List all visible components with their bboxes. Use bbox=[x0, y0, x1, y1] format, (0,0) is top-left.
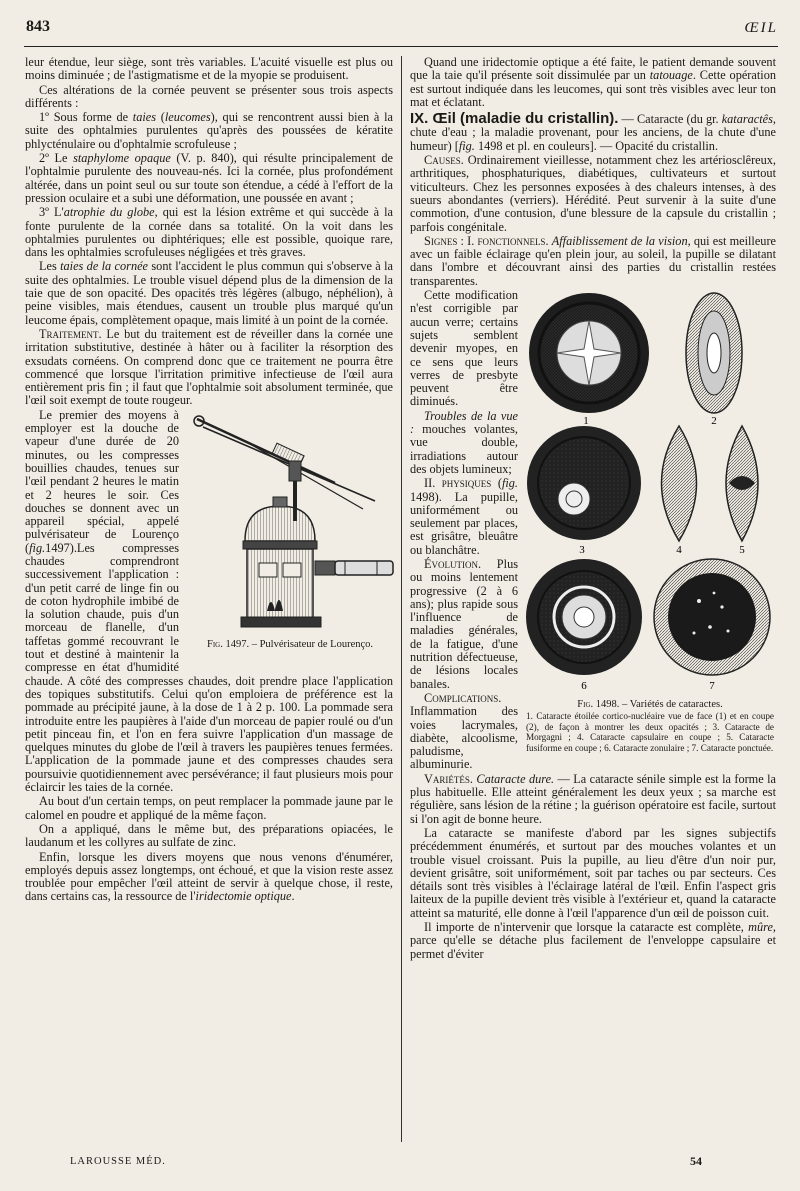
section-head: Causes. bbox=[424, 153, 464, 168]
figure-ref: fig. bbox=[501, 476, 518, 491]
term: Troubles de la vue : bbox=[410, 408, 518, 437]
text: , qui est la lésion extrême et qui succède à la fonte purulente de la cornée dans sa totalité. On la voit dans les ophtalmies purulentes ou diphtériques; elle est possible, quoique rare, dans les ophtalmies scrofuleuses négligées et très graves. bbox=[25, 205, 393, 260]
section-head: II. physiques bbox=[424, 476, 492, 491]
figure-number-5: 5 bbox=[739, 544, 745, 557]
figure-legend: 1. Cataracte étoilée cortico-nucléaire vue de face (1) et en coupe (2), de façon à montrer les deux opacités ; 3. Cataracte de Morgagni ; 4. Cataracte capsulaire en coupe ; 5. Cataracte fusiforme en coupe ; 6. Cataracte zonulaire ; 7. Cataracte ponctuée. bbox=[526, 711, 774, 753]
paragraph bbox=[25, 851, 393, 904]
paragraph: La cataracte se manifeste d'abord par les signes subjectifs précédemment énumérés, et surtout par des mouches volantes et un trouble visuel croissant. Puis la pupille, au lieu d'être d'un noir pur, devient grisâtre, soit uniformément, soit par taches ou par secteurs. Ces détails sont très visibles à l'éclairage latéral de l'œil. Enfin l'aspect gris laiteux de la pupille devient très visible à l'extérieur et, quand la cataracte atteint sa maturité, elle donne à l'œil l'apparence d'un œil de poisson cuit. bbox=[410, 825, 776, 920]
text: Il importe de n'intervenir que lorsque la cataracte est complète, bbox=[424, 920, 749, 934]
text: Inflammation des voies lacrymales, diabète, alcoolisme, paludisme, albuminurie. bbox=[410, 704, 518, 772]
text: . Cette opération est surtout indiquée dans les leucomes, qui sont très visibles avec leur ton mat et éclatant. bbox=[410, 68, 776, 109]
text: ( bbox=[491, 476, 502, 491]
paragraph: Ces altérations de la cornée peuvent se présenter sous trois aspects différents : bbox=[25, 82, 393, 110]
figure-label: Fig. 1498. bbox=[577, 699, 620, 711]
text: sont l'accident le plus commun qui s'observe à la suite des ophtalmies. Le trouble visuel dépend plus de la dimension de la taie que de son opacité. Des opacités très légères (albugo, néphélion), à peine visibles, mais étendues, causent un trouble plus marqué qu'un leucome épais, complètement opaque, mais limité à un point de la cornée. bbox=[25, 259, 393, 327]
text: — La cataracte sénile simple est la forme la plus habituelle. Elle atteint généralement les deux yeux ; sa marche est régulière, sans lésion de la rétine ; la guérison opératoire est facile, surtout si l'on agit de bonne heure. bbox=[410, 771, 776, 826]
section-title: IX. Œil (maladie du cristallin). bbox=[410, 110, 619, 128]
term: staphylome opaque bbox=[73, 151, 171, 166]
caption-text: – Pulvérisateur de Lourenço. bbox=[249, 639, 374, 651]
paragraph bbox=[410, 56, 776, 109]
text: Quand une iridectomie optique a été faite, le patient demande souvent que la taie qu'il présente soit dissimulée par un bbox=[410, 55, 776, 83]
figure-number-7: 7 bbox=[709, 680, 715, 693]
text: , qui est meilleure avec un faible éclairage qu'en plein jour, au soleil, la pupille se dilatant dans l'ombre et découvrant ainsi des parties du cristallin restées transparentes. bbox=[410, 233, 777, 288]
left-column bbox=[25, 56, 393, 905]
figure-number-3: 3 bbox=[579, 544, 585, 557]
footer-publisher: LAROUSSE MÉD. bbox=[70, 1156, 166, 1167]
figure-label: Fig. 1497. bbox=[206, 639, 250, 651]
caption-text: – Variétés de cataractes. bbox=[619, 699, 723, 711]
paragraph: On a appliqué, dans le même but, des préparations opiacées, le laudanum et les collyres au sulfate de zinc. bbox=[25, 821, 393, 850]
paragraph bbox=[410, 235, 776, 288]
term: Affaiblissement de la vision bbox=[551, 233, 688, 248]
paragraph bbox=[25, 206, 393, 259]
right-column bbox=[410, 56, 776, 962]
figure-number-2: 2 bbox=[711, 415, 717, 428]
text: ( bbox=[156, 110, 165, 125]
term: taies de la cornée bbox=[60, 259, 149, 274]
figure-number-4: 4 bbox=[676, 544, 682, 557]
figure-number-6: 6 bbox=[581, 680, 587, 693]
section-head: Complications. bbox=[424, 690, 502, 705]
text: 2º Le bbox=[39, 151, 74, 166]
section-head: Traitement. bbox=[39, 326, 102, 341]
column-divider bbox=[401, 56, 402, 1142]
text: 1497).Les compresses chaudes comprendront successivement l'application : d'un petit carré de linge fin ou de coton hydrophile imbibé de la solution chaude, puis d'un morceau de flanelle, d'un taffetas gommé recouvrant le tout et destiné à maintenir la compresse en état d'humidité chaude. A côté des compresses chaudes, doit prendre place l'application des topiques substitutifs. Celui qu'on emploiera de préférence est la pommade au précipité jaune, à la dose de 1 à 2 p. 100. La pommade sera introduite entre les paupières à l'aide d'un morceau de papier roulé ou d'un petit pinceau fin, et l'on en fera suivre l'application d'un massage de quelques minutes du globe de l'œil à travers les paupières tenues fermées. L'application de la pommade jaune et des compresses chaudes sera poursuivie quotidiennement avec persévérance; il faut plusieurs mois pour éclaircir les taies de la cornée. bbox=[25, 540, 393, 795]
section-head: Évolution. bbox=[424, 556, 482, 571]
term: atrophie du globe bbox=[63, 205, 155, 220]
term: tatouage bbox=[649, 68, 693, 83]
section-head: Variétés. bbox=[424, 771, 473, 786]
paragraph bbox=[410, 773, 776, 826]
text: Enfin, lorsque les divers moyens que nous venons d'énumérer, employés depuis assez longtemps, ont échoué, et que la vision reste assez troublée pour empêcher l'œil atteint de servir à quelque chose, il reste, dans certains cas, la ressource de l' bbox=[25, 849, 393, 904]
footer-sheet-number: 54 bbox=[690, 1154, 702, 1168]
text: Le premier des moyens à employer est la douche de vapeur d'une durée de 20 minutes, ou les compresses bouillies chaudes, tenues sur l'œil pendant 2 heures le matin et 2 heures le soir. Ces douches se donnent avec un appareil spécial, appelé pulvérisateur de Lourenço ( bbox=[25, 407, 179, 555]
text: Plus ou moins lentement progressive (2 à 6 ans); plus rapide sous l'influence de maladies générales, de la fatigue, d'une nutrition défectueuse, de lésions locales banales. bbox=[410, 556, 518, 691]
text: 1498 et pl. en couleurs]. — Opacité du cristallin. bbox=[474, 138, 719, 153]
figure-1497 bbox=[185, 411, 395, 669]
sprayer-illustration bbox=[185, 411, 395, 636]
paragraph bbox=[25, 111, 393, 151]
paragraph bbox=[25, 260, 393, 326]
paragraph: Au bout d'un certain temps, on peut remplacer la pommade jaune par le calomel en poudre et appliqué de la même façon. bbox=[25, 794, 393, 822]
paragraph: leur étendue, leur siège, sont très variables. L'acuité visuelle est plus ou moins diminuée ; de l'astigmatisme et de la myopie se produisent. bbox=[25, 55, 393, 83]
text: — Cataracte (du gr. bbox=[618, 112, 722, 127]
paragraph: Cette modification n'est corrigible par aucun verre; certains sujets semblent devenir myopes, en ce sens que leurs verres de presbyte peuvent être diminués. bbox=[410, 288, 518, 409]
header-rule bbox=[24, 46, 778, 47]
paragraph bbox=[25, 328, 393, 408]
section-head: Signes : I. fonctionnels. bbox=[424, 233, 549, 248]
term: leucomes bbox=[164, 110, 211, 125]
section-heading bbox=[410, 112, 776, 153]
text: mouches volantes, vue double, irradiations autour des objets lumineux; bbox=[410, 422, 518, 476]
page-number: 843 bbox=[26, 18, 50, 35]
text: . bbox=[291, 889, 295, 904]
figure-number-1: 1 bbox=[583, 415, 589, 428]
text: Le but du traitement est de réveiller dans la cornée une irritation substitutive, destinée à hâter ou à faciliter la résorption des exsudats cornéens. On comprend donc que ce traitement ne pourra être commencé que lorsque l'irritation primitive infectieuse de l'œil aura entièrement pris fin ; il faut que l'ophtalmie soit absolument terminée, que l'œil soit exempt de toute rougeur. bbox=[25, 326, 393, 408]
figure-1498 bbox=[524, 291, 776, 753]
term: mûre bbox=[748, 920, 773, 934]
cataract-varieties-illustration bbox=[524, 291, 776, 696]
running-title: ŒIL bbox=[744, 20, 778, 36]
text: 1498). La pupille, uniformément ou seulement par places, est grisâtre, bleuâtre ou blanchâtre. bbox=[410, 489, 518, 557]
term: taies bbox=[132, 110, 157, 125]
figure-caption bbox=[524, 699, 776, 711]
term: kataractês bbox=[721, 112, 773, 127]
paragraph bbox=[25, 152, 393, 205]
paragraph bbox=[410, 921, 776, 961]
text: ), qui se rencontrent aussi bien à la suite des ophtalmies purulentes qu'après des poussées de kératite phlycténulaire ou d'ophtalmie scrofuleuse ; bbox=[25, 110, 394, 151]
term: Cataracte dure. bbox=[476, 771, 555, 786]
text: (V. p. 840), qui résulte principalement de l'ophtalmie purulente des nouveau-nés. Ici la cornée, plus profondément altérée, dans un point seul ou sur toute son étendue, a cédé à l'effort de la pression oculaire et a subi une déformation, une poussée en avant ; bbox=[25, 151, 393, 205]
text: 3º L' bbox=[39, 205, 64, 220]
text: Ordinairement vieillesse, notamment chez les artériosclêreux, arthritiques, phosphaturiques, diabétiques, cultivateurs et surtout viticulteurs. Chez les personnes exposées à des chaleurs intenses, à des sueurs abondantes (verriers). Hérédité. Peut survenir à la suite d'une commotion, d'une contusion, d'une blessure de la capsule du cristallin ; parfois congénitale. bbox=[410, 153, 776, 234]
term: iridectomie optique bbox=[195, 889, 292, 904]
text: Les bbox=[39, 259, 61, 274]
text: , chute d'eau ; la maladie provenant, pour les anciens, de la chute d'une humeur) [ bbox=[410, 112, 776, 153]
text: , parce qu'elle se détache plus facilement de l'enveloppe capsulaire et permet d'éviter bbox=[410, 920, 776, 961]
paragraph bbox=[410, 154, 776, 234]
text: 1º Sous forme de bbox=[39, 110, 133, 125]
figure-caption bbox=[185, 639, 395, 651]
figure-ref: fig. bbox=[458, 138, 475, 153]
figure-ref: fig. bbox=[29, 540, 46, 555]
